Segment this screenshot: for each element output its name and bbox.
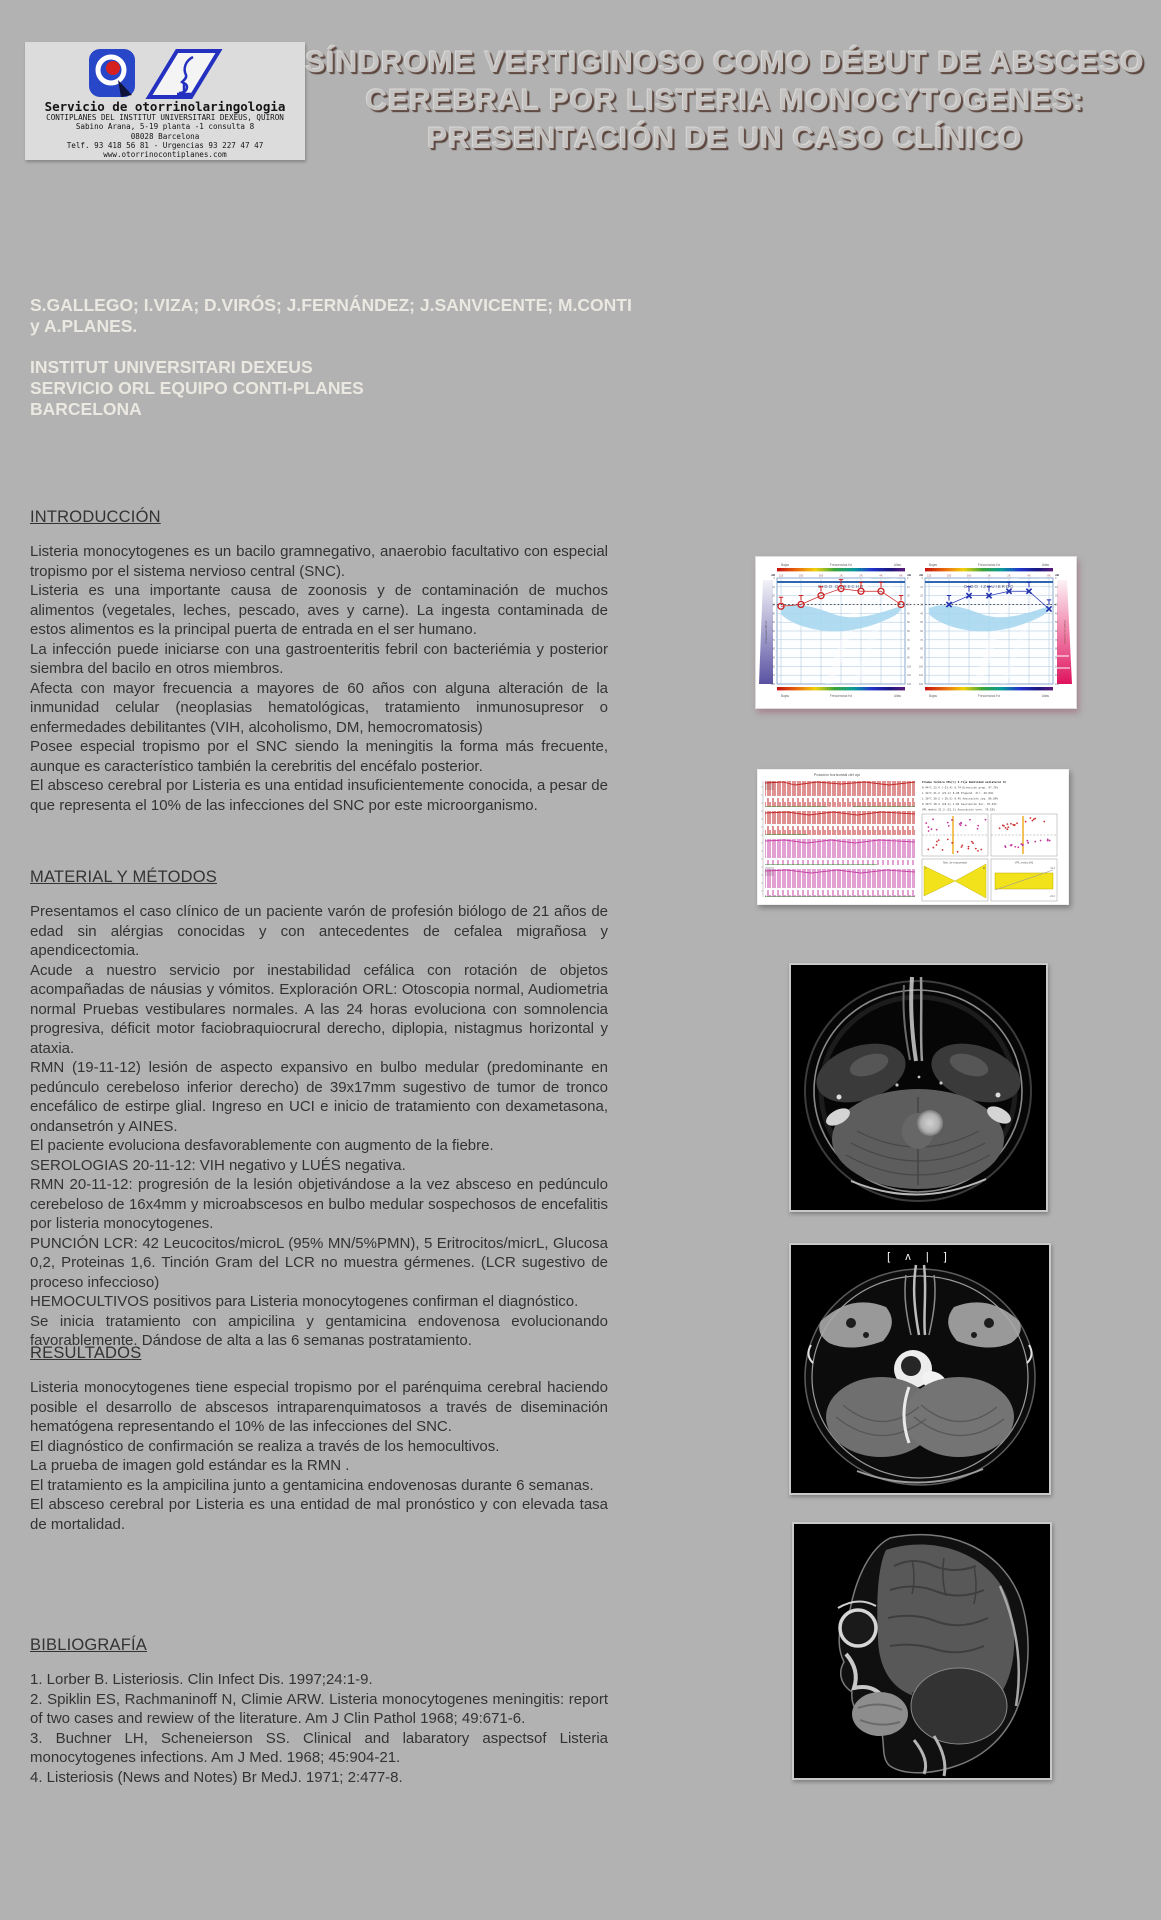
svg-text:500: 500	[966, 574, 972, 578]
reference: 2. Spiklin ES, Rachmaninoff N, Climie ARW. Listeria monocytogenes meningitis: report of two cases and rewiew of the literature. Am J Clin Pathol 1968; 49:671-6.	[30, 1690, 608, 1727]
svg-text:100: 100	[918, 665, 923, 669]
svg-text:40: 40	[920, 612, 923, 616]
svg-text:dB: dB	[919, 573, 923, 577]
mri-axial-t1-figure	[789, 963, 1048, 1212]
svg-text:2K: 2K	[859, 574, 863, 578]
svg-text:30: 30	[920, 603, 923, 607]
svg-text:250: 250	[946, 574, 952, 578]
svg-text:120: 120	[907, 682, 912, 686]
paragraph: El absceso cerebral por Listeria es una entidad insuficientemente conocida, a pesar de que representa el 10% de las infecciones del SNC por este microorganismo.	[30, 777, 608, 814]
svg-text:1K: 1K	[839, 574, 843, 578]
authors-line1: S.GALLEGO; I.VIZA; D.VIRÓS; J.FERNÁNDEZ; J.SANVICENTE; M.CONTI	[30, 295, 632, 315]
mri-axial-t2-figure	[789, 1243, 1051, 1495]
left-ear-panel-title: OIDO IZQUIERDO	[963, 584, 1015, 589]
affiliation-line2: SERVICIO ORL EQUIPO CONTI-PLANES	[30, 378, 364, 398]
paragraph: El absceso cerebral por Listeria es una entidad de mal pronóstico y con elevada tasa de mortalidad.	[30, 1496, 608, 1533]
loss-grade-axis-label: Grado de pérdida	[1063, 620, 1067, 644]
butterfly-corner-l: L	[925, 866, 927, 870]
svg-text:30: 30	[1055, 603, 1058, 607]
svg-text:60: 60	[920, 629, 923, 633]
butterfly-title: Nist. de respuestas	[943, 860, 967, 865]
butterfly-corner-r: R	[983, 866, 986, 870]
svg-text:2K: 2K	[1007, 574, 1011, 578]
vpl-plot-title: VPL medio [%]	[1014, 860, 1034, 865]
reference: 4. Listeriosis (News and Notes) Br MedJ. 1971; 2:477-8.	[30, 1768, 403, 1786]
svg-text:80: 80	[1055, 647, 1058, 651]
svg-text:70: 70	[772, 638, 775, 642]
reference: 1. Lorber B. Listeriosis. Clin Infect Dis. 1997;24:1-9.	[30, 1671, 373, 1688]
affiliation-line1: INSTITUT UNIVERSITARI DEXEUS	[30, 357, 313, 377]
svg-text:100: 100	[1055, 665, 1060, 669]
svg-text:125: 125	[778, 574, 784, 578]
material-heading: MATERIAL Y MÉTODOS	[30, 868, 217, 886]
svg-text:70: 70	[907, 638, 910, 642]
affiliation-line3: BARCELONA	[30, 399, 142, 419]
clinic-service-line: Servicio de otorrinolaringologia	[44, 99, 286, 114]
svg-text:90: 90	[907, 656, 910, 660]
clinic-website: www.otorrinocontiplanes.com	[103, 150, 227, 160]
bibliografia-body	[30, 1670, 608, 1787]
axis-high-label: Altas	[1041, 563, 1049, 567]
vng-table-row: Prueba térmica VPL[%] Í.fija Debilidad unilateral 3%	[922, 780, 1007, 784]
svg-text:110: 110	[919, 674, 923, 678]
svg-text:dB: dB	[1055, 573, 1059, 577]
introduccion-body	[30, 542, 608, 815]
paragraph: Listeria monocytogenes es un bacilo gramnegativo, anaerobio facultativo con especial tropismo por el sistema nervioso central (SNC).	[30, 543, 608, 580]
svg-text:120: 120	[770, 682, 775, 686]
svg-text:8K: 8K	[1047, 574, 1051, 578]
paragraph: RMN 20-11-12: progresión de la lesión objetivándose a la vez absceso en pedúnculo cerebeloso de 16x4mm y microabscesos en bulbo medular sospechosos de encefalitis por listeria monocytogenes.	[30, 1176, 608, 1232]
clinic-logo-card	[25, 42, 305, 160]
paragraph: Posee especial tropismo por el SNC siendo la meningitis la forma más frecuente, aunque es característico también la cerebritis del encéfalo posterior.	[30, 738, 608, 775]
clinic-logo-icon	[87, 47, 247, 101]
svg-text:110: 110	[771, 674, 775, 678]
svg-text:dB: dB	[771, 573, 775, 577]
svg-text:70: 70	[1055, 638, 1058, 642]
svg-text:60: 60	[907, 629, 910, 633]
paragraph: La prueba de imagen gold estándar es la RMN .	[30, 1457, 350, 1474]
resultados-heading: RESULTADOS	[30, 1344, 142, 1362]
paragraph: Presentamos el caso clínico de un paciente varón de profesión biólogo de 21 años de edad sin alérgias conocidas y con antecedentes de cefalea migrañosa y apendicectomia.	[30, 903, 608, 959]
axis-high-label: Altas	[893, 694, 901, 698]
clinic-line2: CONTIPLANES DEL INSTITUT UNIVERSITARI DEXEUS, QUIRON	[46, 113, 284, 122]
axis-low-label: Bajas	[929, 563, 937, 567]
nystagmus-trace-row2	[765, 811, 915, 835]
svg-text:10: 10	[772, 585, 775, 589]
svg-text:90: 90	[1055, 656, 1058, 660]
paragraph: Se inicia tratamiento con ampicilina y gentamicina endovenosa evolucionando favorablemente. Dándose de alta a las 6 semanas postratamiento.	[30, 1312, 608, 1349]
affiliation-block	[30, 357, 650, 420]
bibliografia-heading: BIBLIOGRAFÍA	[30, 1636, 148, 1654]
svg-text:0: 0	[1055, 577, 1057, 580]
svg-text:125: 125	[926, 574, 932, 578]
poster-title-line2: CEREBRAL POR LISTERIA MONOCYTOGENES:	[365, 84, 1085, 117]
paragraph: La infección puede iniciarse con una gastroenteritis febril con bacteriémia y posterior siembra del bacilo en otros miembros.	[30, 640, 608, 677]
paragraph: PUNCIÓN LCR: 42 Leucocitos/microL (95% MN/5%PMN), 5 Eritrocitos/micrL, Glucosa 0,2, Proteinas 1,6. Tinción Gram del LCR no muestra gérmenes. (LCR sugestivo de proceso infeccioso)	[30, 1234, 608, 1291]
svg-text:dB: dB	[907, 573, 911, 577]
svg-text:90: 90	[772, 656, 775, 660]
vpl-box	[995, 873, 1053, 889]
svg-text:20: 20	[772, 594, 775, 598]
orientation-markers: [ ʌ | ]	[887, 1251, 953, 1263]
vng-table-row: R 44°C 23.4 (-23.4) 0.74 Dirección prep. 47.75%	[922, 785, 999, 790]
reference: 3. Buchner LH, Scheneierson SS. Clinical and labaratory aspectsof Listeria monocytogenes infections. Am J Med. 1968; 45:904-21.	[30, 1729, 608, 1766]
svg-text:50: 50	[1055, 621, 1058, 625]
svg-text:50: 50	[920, 621, 923, 625]
axis-low-label: Bajas	[929, 694, 937, 698]
vpl-value-top: 21.2	[1050, 867, 1055, 870]
mri-sagittal-t1-figure	[792, 1522, 1052, 1780]
axis-high-label: Altas	[1041, 694, 1049, 698]
material-body	[30, 902, 608, 1351]
svg-text:500: 500	[818, 574, 824, 578]
axis-high-label: Altas	[893, 563, 901, 567]
svg-text:10: 10	[907, 585, 910, 589]
poster-title-line3: PRESENTACIÓN DE UN CASO CLÍNICO	[427, 122, 1023, 155]
nystagmus-trace-row4	[765, 869, 915, 897]
svg-text:80: 80	[920, 647, 923, 651]
svg-text:60: 60	[772, 629, 775, 633]
svg-text:0: 0	[773, 577, 775, 580]
paragraph: Afecta con mayor frecuencia a mayores de 60 años con alguna alteración de la inmunidad celular (neoplasias hematológicas, tratamiento inmunosupresor o enfermedades debilitantes (VIH, alcoholismo, DM, hemocromatosis)	[30, 679, 608, 736]
paragraph: RMN (19-11-12) lesión de aspecto expansivo en bulbo medular (predominante en pedúnculo cerebeloso inferior derecho) de 39x17mm sugestivo de tumor de tronco encefálico de estirpe glial. Ingreso en UCI e inicio de tratamiento con dexametasona, ondansetrón y AINES.	[30, 1059, 608, 1135]
svg-text:70: 70	[920, 638, 923, 642]
poster-title-line1: SÍNDROME VERTIGINOSO COMO DÉBUT DE ABSCESO	[305, 46, 1145, 79]
paragraph: SEROLOGIAS 20-11-12: VIH negativo y LUÉS negativa.	[30, 1156, 406, 1174]
svg-text:120: 120	[918, 682, 923, 686]
svg-text:80: 80	[907, 647, 910, 651]
paragraph: Acude a nuestro servicio por inestabilidad cefálica con rotación de objetos acompañadas de náusias y vómitos. Exploración ORL: Otoscopia normal, Audiometria normal Pruebas vestibulares normales. A las 24 horas evoluciona con somnolencia progresiva, déficit motor faciobraquiocrural derecho, diplopia, nistagmus horizontal y ataxia.	[30, 961, 608, 1057]
axis-freq-label: Frecuencias Hz	[829, 563, 853, 567]
svg-text:20: 20	[1055, 594, 1058, 598]
paragraph: Listeria es una importante causa de zoonosis y de contaminación de muchos alimentos (vegetales, leches, pescado, aves y carne). La ingesta contaminada de estos alimentos es la principal puerta de entrada en el ser humano.	[30, 582, 608, 638]
svg-text:1K: 1K	[987, 574, 991, 578]
svg-text:40: 40	[907, 612, 910, 616]
paragraph: HEMOCULTIVOS positivos para Listeria monocytogenes confirman el diagnóstico.	[30, 1293, 579, 1310]
paragraph: El diagnóstico de confirmación se realiza a través de los hemocultivos.	[30, 1437, 500, 1455]
svg-text:30: 30	[907, 603, 910, 607]
vng-chart	[757, 769, 1069, 905]
resultados-body	[30, 1378, 608, 1534]
authors-line2: y A.PLANES.	[30, 316, 138, 336]
mri-sagittal-t1-image	[794, 1524, 1050, 1778]
svg-text:4K: 4K	[1027, 574, 1031, 578]
paragraph: Listeria monocytogenes tiene especial tropismo por el parénquima cerebral haciendo posible el desarrollo de abscesos intraparenquimatosos a través de diseminación hematógena representando el 10% de las infecciones del SNC.	[30, 1379, 608, 1435]
svg-text:10: 10	[920, 585, 923, 589]
vng-caloric-figure	[757, 769, 1069, 905]
axis-freq-label: Frecuencias Hz	[829, 694, 853, 698]
svg-text:50: 50	[772, 621, 775, 625]
audiogram-figure	[755, 556, 1077, 709]
svg-text:20: 20	[907, 594, 910, 598]
mri-axial-t1-image	[791, 965, 1046, 1210]
vng-table-row: L 44°C 21.2 (21.2) 0.28 Prepond. dir. 49.84%	[922, 791, 994, 795]
right-ear-panel-title: OIDO DERECHO	[817, 584, 865, 589]
intensity-axis-label: Intensidad dB HL	[764, 620, 768, 644]
clinic-logo-text	[25, 100, 305, 159]
clinic-city: 08028 Barcelona	[130, 131, 200, 141]
audiogram-chart	[755, 556, 1077, 709]
vng-table-row: R 30°C 18.4 (18.4) 1.02 Asociación der. 70.52%	[922, 802, 997, 806]
svg-text:110: 110	[907, 674, 911, 678]
svg-text:100: 100	[907, 665, 912, 669]
svg-text:8K: 8K	[899, 574, 903, 578]
svg-text:20: 20	[920, 594, 923, 598]
orbit-eye	[840, 1610, 876, 1646]
authors-block	[30, 295, 650, 420]
axis-low-label: Bajas	[781, 694, 789, 698]
mri-axial-t2-image	[791, 1245, 1049, 1493]
vpl-value-bottom: -24.2	[1049, 895, 1055, 898]
vng-table-row: VPL medio 21.3 (21.3) Asociación vert. 70.52%	[922, 807, 995, 812]
clinic-address: Sabino Arana, 5-19 planta -1 consulta 8	[75, 122, 255, 132]
clinic-phone: Telf. 93 418 56 81 - Urgencias 93 227 47 47	[66, 140, 264, 150]
svg-text:80: 80	[772, 647, 775, 651]
abscess-lesion	[917, 1110, 943, 1136]
svg-text:30: 30	[772, 603, 775, 607]
svg-text:60: 60	[1055, 629, 1058, 633]
svg-text:4K: 4K	[879, 574, 883, 578]
vng-table-row: L 30°C 20.5 (-20.5) 0.45 Asociación izq. 86.69%	[922, 796, 999, 801]
svg-text:10: 10	[1055, 585, 1058, 589]
axis-freq-label: Frecuencias Hz	[977, 694, 1001, 698]
nystagmus-trace-row3	[765, 839, 915, 865]
svg-text:250: 250	[798, 574, 804, 578]
section-material-metodos	[30, 868, 608, 1351]
svg-text:0: 0	[921, 577, 923, 580]
svg-text:0: 0	[907, 577, 909, 580]
svg-text:110: 110	[1055, 674, 1059, 678]
poster-title	[295, 44, 1155, 158]
vng-title: Posición horizontal del ojo	[813, 772, 861, 777]
paragraph: El paciente evoluciona desfavorablemente con augmento de la fiebre.	[30, 1137, 494, 1154]
section-introduccion	[30, 508, 608, 815]
svg-text:50: 50	[907, 621, 910, 625]
svg-text:40: 40	[772, 612, 775, 616]
section-bibliografia	[30, 1636, 608, 1787]
svg-text:90: 90	[920, 656, 923, 660]
posterior-fossa-region	[911, 1668, 1007, 1744]
svg-text:100: 100	[770, 665, 775, 669]
svg-text:40: 40	[1055, 612, 1058, 616]
paragraph: El tratamiento es la ampicilina junto a gentamicina endovenosas durante 6 semanas.	[30, 1476, 594, 1494]
svg-text:120: 120	[1055, 682, 1060, 686]
introduccion-heading: INTRODUCCIÓN	[30, 508, 161, 526]
axis-freq-label: Frecuencias Hz	[977, 563, 1001, 567]
section-resultados	[30, 1344, 608, 1534]
axis-low-label: Bajas	[781, 563, 789, 567]
